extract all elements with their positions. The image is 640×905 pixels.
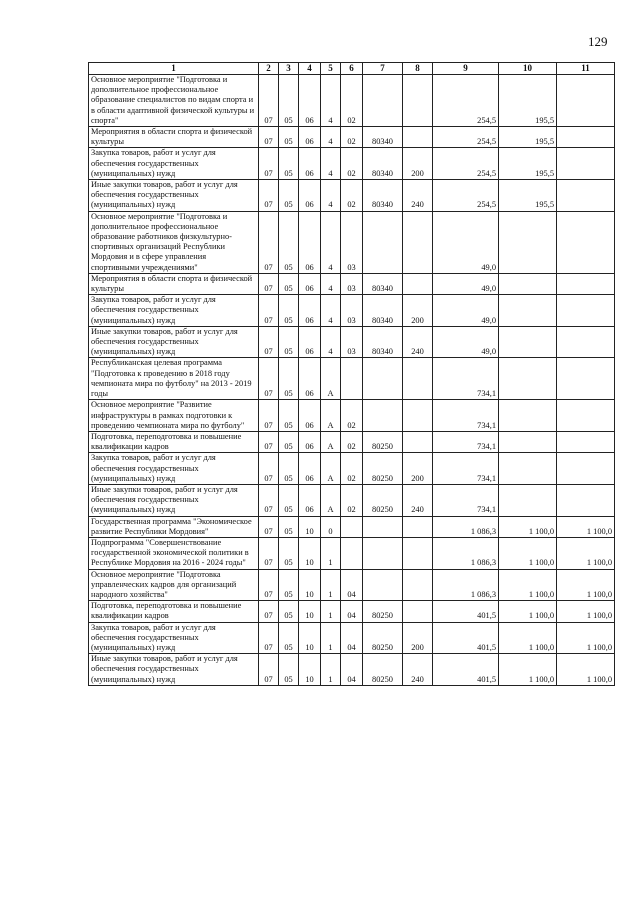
code-cell: 02 (341, 484, 363, 516)
code-cell: 4 (321, 75, 341, 127)
amount-cell: 1 086,3 (433, 516, 499, 537)
code-cell (363, 400, 403, 432)
code-cell (403, 601, 433, 622)
code-cell: 07 (259, 569, 279, 601)
amount-cell (499, 326, 557, 358)
table-row (89, 295, 615, 327)
code-cell: 80250 (363, 453, 403, 485)
code-cell: 07 (259, 358, 279, 400)
code-cell: 80340 (363, 127, 403, 148)
code-cell: 05 (279, 358, 299, 400)
row-name-cell: Иные закупки товаров, работ и услуг для обеспечения государственных (муниципальных) нужд (89, 180, 259, 212)
code-cell (363, 537, 403, 569)
code-cell: 07 (259, 431, 279, 452)
code-cell: 05 (279, 537, 299, 569)
amount-cell (557, 400, 615, 432)
row-name-cell: Иные закупки товаров, работ и услуг для обеспечения государственных (муниципальных) нужд (89, 326, 259, 358)
table-row (89, 326, 615, 358)
code-cell: 1 (321, 569, 341, 601)
amount-cell: 254,5 (433, 127, 499, 148)
amount-cell (499, 484, 557, 516)
amount-cell (557, 358, 615, 400)
table-row (89, 537, 615, 569)
code-cell (363, 516, 403, 537)
code-cell: 240 (403, 654, 433, 686)
code-cell: 04 (341, 569, 363, 601)
code-cell: 4 (321, 295, 341, 327)
code-cell: 10 (299, 516, 321, 537)
code-cell: 02 (341, 75, 363, 127)
code-cell: 80250 (363, 431, 403, 452)
code-cell: 07 (259, 537, 279, 569)
code-cell: 1 (321, 622, 341, 654)
code-cell: 200 (403, 148, 433, 180)
code-cell: 02 (341, 148, 363, 180)
code-cell: 07 (259, 127, 279, 148)
code-cell: 05 (279, 273, 299, 294)
code-cell: 04 (341, 654, 363, 686)
code-cell: 07 (259, 211, 279, 273)
code-cell: 06 (299, 211, 321, 273)
code-cell: 240 (403, 484, 433, 516)
amount-cell (499, 295, 557, 327)
code-cell: 03 (341, 211, 363, 273)
code-cell: 80340 (363, 148, 403, 180)
code-cell: 10 (299, 622, 321, 654)
amount-cell (557, 127, 615, 148)
header-cell: 3 (279, 63, 299, 75)
code-cell (403, 273, 433, 294)
code-cell: 05 (279, 431, 299, 452)
table-row (89, 148, 615, 180)
table-row (89, 431, 615, 452)
code-cell: 06 (299, 127, 321, 148)
code-cell: 80340 (363, 326, 403, 358)
amount-cell: 1 100,0 (499, 537, 557, 569)
code-cell: 4 (321, 148, 341, 180)
amount-cell: 254,5 (433, 75, 499, 127)
code-cell: 05 (279, 569, 299, 601)
amount-cell: 254,5 (433, 180, 499, 212)
code-cell: 1 (321, 537, 341, 569)
code-cell: А (321, 453, 341, 485)
code-cell (403, 211, 433, 273)
code-cell: 05 (279, 148, 299, 180)
code-cell (341, 537, 363, 569)
amount-cell: 401,5 (433, 601, 499, 622)
code-cell: 0 (321, 516, 341, 537)
code-cell: А (321, 484, 341, 516)
code-cell: 05 (279, 180, 299, 212)
code-cell: 07 (259, 516, 279, 537)
amount-cell (499, 211, 557, 273)
table-body (89, 75, 615, 686)
code-cell (363, 358, 403, 400)
header-cell: 11 (557, 63, 615, 75)
code-cell: 05 (279, 295, 299, 327)
code-cell: А (321, 358, 341, 400)
table-row (89, 358, 615, 400)
row-name-cell: Закупка товаров, работ и услуг для обеспечения государственных (муниципальных) нужд (89, 622, 259, 654)
row-name-cell: Иные закупки товаров, работ и услуг для обеспечения государственных (муниципальных) нужд (89, 484, 259, 516)
code-cell (403, 537, 433, 569)
amount-cell: 1 100,0 (557, 654, 615, 686)
amount-cell: 734,1 (433, 431, 499, 452)
code-cell (403, 400, 433, 432)
code-cell: 200 (403, 453, 433, 485)
amount-cell: 401,5 (433, 654, 499, 686)
code-cell: 07 (259, 273, 279, 294)
code-cell: 10 (299, 537, 321, 569)
amount-cell (557, 75, 615, 127)
amount-cell: 49,0 (433, 326, 499, 358)
code-cell: 05 (279, 400, 299, 432)
amount-cell: 1 100,0 (557, 516, 615, 537)
row-name-cell: Мероприятия в области спорта и физической культуры (89, 127, 259, 148)
code-cell: 07 (259, 484, 279, 516)
code-cell: 07 (259, 654, 279, 686)
amount-cell: 49,0 (433, 273, 499, 294)
table-row (89, 211, 615, 273)
row-name-cell: Основное мероприятие "Подготовка и дополнительное профессиональное образование специалистов по видам спорта и в области адаптивной физической культуры и спорта" (89, 75, 259, 127)
table-row (89, 569, 615, 601)
code-cell: 4 (321, 273, 341, 294)
amount-cell (557, 273, 615, 294)
row-name-cell: Республиканская целевая программа "Подготовка к проведению в 2018 году чемпионата мира по футболу" на 2013 - 2019 годы (89, 358, 259, 400)
code-cell: 07 (259, 453, 279, 485)
table-row (89, 180, 615, 212)
code-cell: 80250 (363, 654, 403, 686)
code-cell: 05 (279, 484, 299, 516)
amount-cell: 401,5 (433, 622, 499, 654)
code-cell (403, 569, 433, 601)
code-cell: 06 (299, 295, 321, 327)
code-cell: 4 (321, 211, 341, 273)
amount-cell: 734,1 (433, 453, 499, 485)
row-name-cell: Закупка товаров, работ и услуг для обеспечения государственных (муниципальных) нужд (89, 148, 259, 180)
code-cell: 07 (259, 400, 279, 432)
amount-cell (499, 400, 557, 432)
amount-cell (557, 295, 615, 327)
row-name-cell: Мероприятия в области спорта и физической культуры (89, 273, 259, 294)
row-name-cell: Основное мероприятие "Развитие инфраструктуры в рамках подготовки к проведению чемпионата мира по футболу" (89, 400, 259, 432)
code-cell: 240 (403, 326, 433, 358)
page-number: 129 (588, 34, 608, 49)
code-cell: 07 (259, 326, 279, 358)
code-cell: 02 (341, 400, 363, 432)
amount-cell: 195,5 (499, 127, 557, 148)
amount-cell: 49,0 (433, 211, 499, 273)
code-cell (403, 358, 433, 400)
code-cell: 06 (299, 431, 321, 452)
row-name-cell: Государственная программа "Экономическое развитие Республики Мордовия" (89, 516, 259, 537)
table-row (89, 400, 615, 432)
code-cell: 200 (403, 295, 433, 327)
amount-cell (499, 358, 557, 400)
row-name-cell: Иные закупки товаров, работ и услуг для обеспечения государственных (муниципальных) нужд (89, 654, 259, 686)
amount-cell: 1 100,0 (499, 654, 557, 686)
code-cell: 05 (279, 516, 299, 537)
code-cell: 02 (341, 431, 363, 452)
amount-cell (557, 180, 615, 212)
code-cell: 07 (259, 622, 279, 654)
amount-cell: 195,5 (499, 75, 557, 127)
header-cell: 6 (341, 63, 363, 75)
amount-cell: 1 100,0 (557, 537, 615, 569)
amount-cell (499, 431, 557, 452)
amount-cell (499, 273, 557, 294)
code-cell: 06 (299, 484, 321, 516)
amount-cell: 1 086,3 (433, 537, 499, 569)
row-name-cell: Подготовка, переподготовка и повышение квалификации кадров (89, 431, 259, 452)
amount-cell: 195,5 (499, 180, 557, 212)
code-cell: 4 (321, 326, 341, 358)
table-row (89, 484, 615, 516)
code-cell: 1 (321, 601, 341, 622)
code-cell: 03 (341, 295, 363, 327)
header-cell: 2 (259, 63, 279, 75)
code-cell: 06 (299, 180, 321, 212)
code-cell: 02 (341, 180, 363, 212)
code-cell: 02 (341, 127, 363, 148)
code-cell: 02 (341, 453, 363, 485)
header-cell: 5 (321, 63, 341, 75)
code-cell: 80250 (363, 484, 403, 516)
row-name-cell: Подготовка, переподготовка и повышение квалификации кадров (89, 601, 259, 622)
code-cell (363, 211, 403, 273)
table-row (89, 75, 615, 127)
amount-cell: 1 100,0 (557, 622, 615, 654)
row-name-cell: Основное мероприятие "Подготовка и дополнительное профессиональное образование работников физкультурно-спортивных организаций Республики Мордовия и в сфере управления спортивными учреждениями" (89, 211, 259, 273)
amount-cell: 1 100,0 (557, 569, 615, 601)
code-cell: 07 (259, 180, 279, 212)
table-row (89, 273, 615, 294)
table-row (89, 453, 615, 485)
amount-cell (499, 453, 557, 485)
code-cell: 04 (341, 622, 363, 654)
code-cell: 05 (279, 654, 299, 686)
code-cell: 80340 (363, 273, 403, 294)
amount-cell: 1 100,0 (499, 569, 557, 601)
code-cell: 05 (279, 211, 299, 273)
table-header-row (89, 63, 615, 75)
code-cell: 06 (299, 400, 321, 432)
code-cell (403, 431, 433, 452)
code-cell: 07 (259, 75, 279, 127)
header-cell: 4 (299, 63, 321, 75)
code-cell: 80250 (363, 622, 403, 654)
amount-cell: 195,5 (499, 148, 557, 180)
table-row (89, 622, 615, 654)
amount-cell: 49,0 (433, 295, 499, 327)
amount-cell: 734,1 (433, 484, 499, 516)
row-name-cell: Закупка товаров, работ и услуг для обеспечения государственных (муниципальных) нужд (89, 453, 259, 485)
code-cell: 80340 (363, 295, 403, 327)
amount-cell: 734,1 (433, 400, 499, 432)
code-cell: А (321, 431, 341, 452)
code-cell: 10 (299, 601, 321, 622)
row-name-cell: Основное мероприятие "Подготовка управленческих кадров для организаций народного хозяйства" (89, 569, 259, 601)
amount-cell (557, 211, 615, 273)
code-cell: 07 (259, 148, 279, 180)
amount-cell: 1 100,0 (499, 622, 557, 654)
code-cell: 240 (403, 180, 433, 212)
code-cell: 05 (279, 622, 299, 654)
code-cell: 03 (341, 273, 363, 294)
amount-cell (557, 148, 615, 180)
code-cell: 80340 (363, 180, 403, 212)
code-cell (403, 127, 433, 148)
code-cell: 06 (299, 273, 321, 294)
code-cell: 10 (299, 569, 321, 601)
code-cell: 06 (299, 75, 321, 127)
code-cell: 4 (321, 180, 341, 212)
code-cell: 07 (259, 295, 279, 327)
table-row (89, 127, 615, 148)
amount-cell (557, 484, 615, 516)
code-cell (403, 75, 433, 127)
amount-cell (557, 326, 615, 358)
table-row (89, 654, 615, 686)
row-name-cell: Подпрограмма "Совершенствование государственной экономической политики в Республике Мордовия на 2016 - 2024 годы" (89, 537, 259, 569)
table-row (89, 516, 615, 537)
amount-cell (557, 453, 615, 485)
header-cell: 1 (89, 63, 259, 75)
code-cell: 05 (279, 601, 299, 622)
code-cell: 05 (279, 326, 299, 358)
header-cell: 10 (499, 63, 557, 75)
code-cell (341, 358, 363, 400)
code-cell: 06 (299, 326, 321, 358)
code-cell (341, 516, 363, 537)
header-cell: 8 (403, 63, 433, 75)
code-cell: 03 (341, 326, 363, 358)
code-cell: 05 (279, 75, 299, 127)
code-cell: 05 (279, 453, 299, 485)
amount-cell (557, 431, 615, 452)
code-cell: 06 (299, 148, 321, 180)
budget-table (88, 62, 615, 686)
amount-cell: 1 100,0 (499, 601, 557, 622)
code-cell: 06 (299, 358, 321, 400)
code-cell: А (321, 400, 341, 432)
code-cell: 04 (341, 601, 363, 622)
code-cell: 80250 (363, 601, 403, 622)
amount-cell: 1 100,0 (557, 601, 615, 622)
code-cell (363, 75, 403, 127)
code-cell: 1 (321, 654, 341, 686)
amount-cell: 254,5 (433, 148, 499, 180)
header-cell: 9 (433, 63, 499, 75)
code-cell: 07 (259, 601, 279, 622)
amount-cell: 1 100,0 (499, 516, 557, 537)
header-cell: 7 (363, 63, 403, 75)
row-name-cell: Закупка товаров, работ и услуг для обеспечения государственных (муниципальных) нужд (89, 295, 259, 327)
code-cell: 4 (321, 127, 341, 148)
code-cell: 10 (299, 654, 321, 686)
table-row (89, 601, 615, 622)
code-cell: 06 (299, 453, 321, 485)
code-cell (403, 516, 433, 537)
code-cell: 200 (403, 622, 433, 654)
amount-cell: 1 086,3 (433, 569, 499, 601)
code-cell (363, 569, 403, 601)
code-cell: 05 (279, 127, 299, 148)
amount-cell: 734,1 (433, 358, 499, 400)
